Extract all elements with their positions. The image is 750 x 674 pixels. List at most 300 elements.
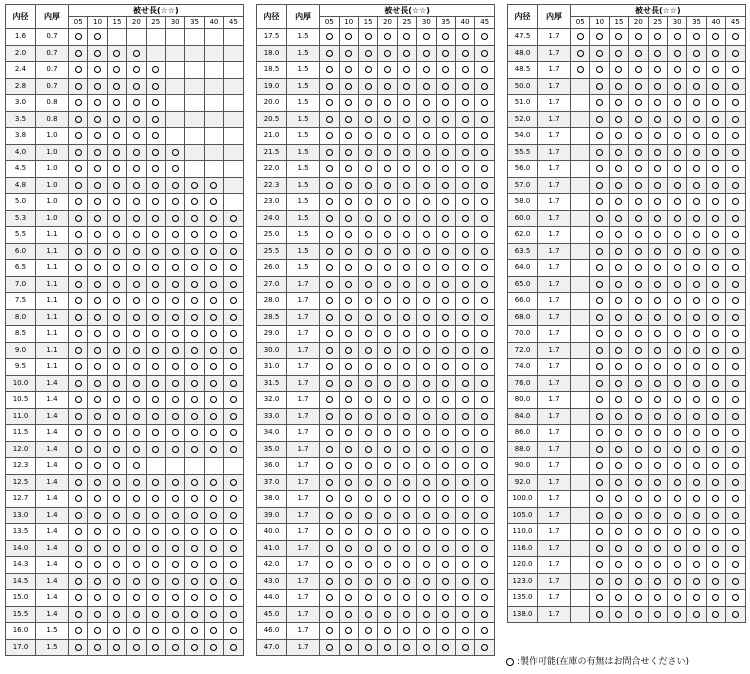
availability-cell	[590, 29, 609, 46]
circle-icon	[506, 658, 514, 666]
availability-cell	[204, 606, 223, 623]
wall-thickness-cell: 1.7	[287, 573, 320, 590]
availability-cell	[358, 309, 377, 326]
availability-cell	[726, 326, 746, 343]
wall-thickness-cell: 1.7	[287, 359, 320, 376]
inner-diameter-cell: 54.0	[508, 128, 538, 145]
circle-icon	[615, 413, 622, 420]
table-row	[508, 111, 746, 128]
availability-cell	[687, 260, 706, 277]
availability-cell	[648, 590, 667, 607]
table-row	[257, 210, 495, 227]
availability-cell	[204, 227, 223, 244]
availability-cell	[204, 194, 223, 211]
availability-cell	[107, 293, 126, 310]
circle-icon	[384, 479, 391, 486]
table-row	[508, 342, 746, 359]
circle-icon	[384, 132, 391, 139]
availability-cell	[204, 639, 223, 656]
availability-cell	[146, 359, 165, 376]
circle-icon	[345, 578, 352, 585]
availability-cell	[185, 606, 204, 623]
circle-icon	[635, 413, 642, 420]
circle-icon	[693, 149, 700, 156]
availability-cell	[417, 524, 436, 541]
availability-cell	[224, 260, 244, 277]
wall-thickness-cell: 1.4	[36, 573, 69, 590]
circle-icon	[113, 561, 120, 568]
availability-cell	[629, 425, 648, 442]
circle-icon	[481, 396, 488, 403]
wall-thickness-cell: 1.7	[287, 458, 320, 475]
circle-icon	[693, 132, 700, 139]
circle-icon	[75, 314, 82, 321]
table-row	[257, 144, 495, 161]
availability-cell	[590, 408, 609, 425]
inner-diameter-cell: 28.0	[257, 293, 287, 310]
availability-cell	[475, 441, 495, 458]
availability-cell	[706, 425, 725, 442]
circle-icon	[462, 363, 469, 370]
circle-icon	[152, 281, 159, 288]
inner-diameter-cell: 116.0	[508, 540, 538, 557]
circle-icon	[365, 297, 372, 304]
circle-icon	[133, 215, 140, 222]
availability-cell	[146, 342, 165, 359]
circle-icon	[596, 446, 603, 453]
circle-icon	[345, 479, 352, 486]
table-row	[6, 260, 244, 277]
inner-diameter-cell: 5.5	[6, 227, 36, 244]
availability-cell	[436, 392, 455, 409]
header-cover-length: 被せ長(☆☆)	[571, 5, 746, 17]
inner-diameter-cell: 60.0	[508, 210, 538, 227]
circle-icon	[423, 396, 430, 403]
availability-cell	[609, 474, 628, 491]
availability-cell	[571, 491, 590, 508]
availability-cell	[590, 524, 609, 541]
wall-thickness-cell: 1.5	[287, 194, 320, 211]
circle-icon	[635, 231, 642, 238]
inner-diameter-cell: 22.0	[257, 161, 287, 178]
availability-cell	[339, 144, 358, 161]
availability-cell	[417, 78, 436, 95]
circle-icon	[693, 99, 700, 106]
circle-icon	[172, 578, 179, 585]
circle-icon	[403, 231, 410, 238]
circle-icon	[442, 363, 449, 370]
table-row	[257, 474, 495, 491]
circle-icon	[345, 561, 352, 568]
availability-cell	[397, 227, 416, 244]
availability-cell	[397, 243, 416, 260]
availability-cell	[378, 243, 397, 260]
availability-cell	[571, 590, 590, 607]
circle-icon	[654, 50, 661, 57]
inner-diameter-cell: 120.0	[508, 557, 538, 574]
availability-cell	[378, 441, 397, 458]
availability-cell	[687, 557, 706, 574]
availability-cell	[69, 161, 88, 178]
availability-cell	[590, 441, 609, 458]
availability-cell	[609, 29, 628, 46]
availability-cell	[571, 243, 590, 260]
circle-icon	[210, 330, 217, 337]
circle-icon	[191, 545, 198, 552]
availability-cell	[107, 227, 126, 244]
inner-diameter-cell: 84.0	[508, 408, 538, 425]
circle-icon	[615, 248, 622, 255]
availability-cell	[726, 144, 746, 161]
availability-cell	[185, 260, 204, 277]
availability-cell	[165, 78, 184, 95]
availability-cell	[88, 540, 107, 557]
circle-icon	[345, 281, 352, 288]
circle-icon	[345, 363, 352, 370]
circle-icon	[693, 66, 700, 73]
table-row	[6, 111, 244, 128]
availability-cell	[475, 62, 495, 79]
availability-cell	[726, 375, 746, 392]
circle-icon	[365, 413, 372, 420]
circle-icon	[384, 99, 391, 106]
availability-cell	[590, 95, 609, 112]
circle-icon	[326, 149, 333, 156]
circle-icon	[481, 446, 488, 453]
circle-icon	[462, 528, 469, 535]
table-row	[508, 276, 746, 293]
circle-icon	[152, 83, 159, 90]
availability-cell	[667, 95, 686, 112]
circle-icon	[732, 182, 739, 189]
availability-cell	[88, 524, 107, 541]
circle-icon	[94, 545, 101, 552]
circle-icon	[674, 132, 681, 139]
circle-icon	[615, 545, 622, 552]
circle-icon	[113, 116, 120, 123]
circle-icon	[133, 50, 140, 57]
availability-cell	[358, 210, 377, 227]
availability-cell	[165, 29, 184, 46]
availability-cell	[667, 524, 686, 541]
availability-cell	[436, 425, 455, 442]
table-row	[257, 276, 495, 293]
circle-icon	[326, 462, 333, 469]
availability-cell	[706, 227, 725, 244]
availability-cell	[629, 293, 648, 310]
availability-cell	[629, 524, 648, 541]
availability-cell	[185, 342, 204, 359]
circle-icon	[403, 330, 410, 337]
circle-icon	[365, 644, 372, 651]
circle-icon	[403, 446, 410, 453]
circle-icon	[462, 611, 469, 618]
circle-icon	[75, 66, 82, 73]
availability-cell	[358, 194, 377, 211]
circle-icon	[712, 182, 719, 189]
availability-cell	[185, 293, 204, 310]
availability-cell	[726, 590, 746, 607]
availability-cell	[320, 326, 339, 343]
availability-cell	[378, 260, 397, 277]
circle-icon	[365, 264, 372, 271]
circle-icon	[635, 561, 642, 568]
circle-icon	[423, 83, 430, 90]
availability-cell	[107, 392, 126, 409]
availability-cell	[320, 78, 339, 95]
availability-cell	[475, 425, 495, 442]
availability-cell	[88, 29, 107, 46]
availability-cell	[706, 62, 725, 79]
availability-cell	[185, 392, 204, 409]
inner-diameter-cell: 45.0	[257, 606, 287, 623]
circle-icon	[635, 264, 642, 271]
circle-icon	[732, 215, 739, 222]
availability-cell	[107, 95, 126, 112]
availability-cell	[107, 623, 126, 640]
circle-icon	[133, 281, 140, 288]
circle-icon	[654, 330, 661, 337]
availability-cell	[609, 507, 628, 524]
circle-icon	[423, 330, 430, 337]
availability-cell	[146, 557, 165, 574]
availability-cell	[107, 359, 126, 376]
availability-cell	[590, 62, 609, 79]
circle-icon	[732, 314, 739, 321]
inner-diameter-cell: 23.0	[257, 194, 287, 211]
inner-diameter-cell: 74.0	[508, 359, 538, 376]
circle-icon	[596, 314, 603, 321]
availability-cell	[358, 95, 377, 112]
circle-icon	[712, 578, 719, 585]
availability-cell	[455, 95, 474, 112]
availability-cell	[224, 293, 244, 310]
availability-cell	[687, 161, 706, 178]
wall-thickness-cell: 1.7	[538, 194, 571, 211]
circle-icon	[94, 528, 101, 535]
circle-icon	[75, 215, 82, 222]
availability-cell	[706, 29, 725, 46]
availability-cell	[69, 540, 88, 557]
header-length: 30	[417, 17, 436, 29]
availability-cell	[706, 507, 725, 524]
circle-icon	[191, 578, 198, 585]
circle-icon	[654, 248, 661, 255]
circle-icon	[481, 116, 488, 123]
availability-cell	[648, 573, 667, 590]
circle-icon	[481, 578, 488, 585]
circle-icon	[172, 495, 179, 502]
inner-diameter-cell: 15.0	[6, 590, 36, 607]
availability-cell	[687, 326, 706, 343]
circle-icon	[133, 231, 140, 238]
table-row	[508, 29, 746, 46]
circle-icon	[365, 495, 372, 502]
circle-icon	[172, 363, 179, 370]
availability-cell	[397, 491, 416, 508]
availability-cell	[320, 408, 339, 425]
circle-icon	[191, 429, 198, 436]
header-cover-length: 被せ長(☆☆)	[320, 5, 495, 17]
table-row	[508, 177, 746, 194]
table-row	[257, 128, 495, 145]
header-length: 40	[204, 17, 223, 29]
table-row	[508, 392, 746, 409]
availability-cell	[629, 590, 648, 607]
inner-diameter-cell: 13.0	[6, 507, 36, 524]
table-row	[257, 342, 495, 359]
circle-icon	[94, 297, 101, 304]
availability-cell	[590, 78, 609, 95]
circle-icon	[732, 50, 739, 57]
availability-cell	[224, 425, 244, 442]
availability-cell	[687, 210, 706, 227]
availability-cell	[609, 45, 628, 62]
circle-icon	[481, 429, 488, 436]
circle-icon	[693, 281, 700, 288]
inner-diameter-cell: 62.0	[508, 227, 538, 244]
circle-icon	[113, 644, 120, 651]
circle-icon	[345, 446, 352, 453]
circle-icon	[674, 99, 681, 106]
wall-thickness-cell: 1.1	[36, 342, 69, 359]
circle-icon	[615, 231, 622, 238]
availability-cell	[339, 458, 358, 475]
availability-cell	[648, 293, 667, 310]
table-row	[6, 474, 244, 491]
availability-cell	[397, 194, 416, 211]
availability-cell	[726, 276, 746, 293]
wall-thickness-cell: 1.7	[287, 606, 320, 623]
circle-icon	[75, 545, 82, 552]
circle-icon	[230, 347, 237, 354]
circle-icon	[442, 182, 449, 189]
inner-diameter-cell: 12.0	[6, 441, 36, 458]
circle-icon	[481, 413, 488, 420]
availability-cell	[320, 557, 339, 574]
circle-icon	[345, 594, 352, 601]
availability-cell	[436, 573, 455, 590]
wall-thickness-cell: 1.7	[538, 45, 571, 62]
circle-icon	[674, 182, 681, 189]
availability-cell	[687, 227, 706, 244]
availability-cell	[629, 62, 648, 79]
availability-cell	[475, 161, 495, 178]
wall-thickness-cell: 1.7	[287, 326, 320, 343]
availability-cell	[88, 557, 107, 574]
circle-icon	[732, 413, 739, 420]
circle-icon	[230, 396, 237, 403]
wall-thickness-cell: 1.7	[538, 557, 571, 574]
availability-cell	[165, 474, 184, 491]
availability-cell	[475, 260, 495, 277]
wall-thickness-cell: 1.5	[287, 260, 320, 277]
table-row	[508, 78, 746, 95]
inner-diameter-cell: 10.0	[6, 375, 36, 392]
availability-cell	[667, 227, 686, 244]
wall-thickness-cell: 1.7	[287, 293, 320, 310]
table-row	[257, 573, 495, 590]
circle-icon	[94, 495, 101, 502]
availability-cell	[590, 309, 609, 326]
availability-cell	[609, 425, 628, 442]
inner-diameter-cell: 135.0	[508, 590, 538, 607]
wall-thickness-cell: 1.0	[36, 194, 69, 211]
circle-icon	[615, 264, 622, 271]
circle-icon	[152, 215, 159, 222]
availability-cell	[436, 45, 455, 62]
inner-diameter-cell: 64.0	[508, 260, 538, 277]
circle-icon	[674, 380, 681, 387]
availability-cell	[455, 161, 474, 178]
availability-cell	[165, 491, 184, 508]
availability-cell	[436, 62, 455, 79]
table-row	[6, 639, 244, 656]
circle-icon	[712, 248, 719, 255]
inner-diameter-cell: 2.8	[6, 78, 36, 95]
availability-cell	[165, 557, 184, 574]
circle-icon	[230, 297, 237, 304]
availability-cell	[107, 342, 126, 359]
circle-icon	[462, 347, 469, 354]
availability-cell	[127, 474, 146, 491]
availability-cell	[224, 408, 244, 425]
availability-cell	[185, 359, 204, 376]
circle-icon	[462, 396, 469, 403]
availability-cell	[165, 161, 184, 178]
inner-diameter-cell: 58.0	[508, 194, 538, 211]
availability-cell	[629, 260, 648, 277]
availability-cell	[590, 194, 609, 211]
circle-icon	[94, 363, 101, 370]
availability-cell	[706, 524, 725, 541]
wall-thickness-cell: 1.4	[36, 540, 69, 557]
circle-icon	[596, 512, 603, 519]
circle-icon	[326, 297, 333, 304]
circle-icon	[152, 314, 159, 321]
circle-icon	[596, 413, 603, 420]
header-length: 45	[726, 17, 746, 29]
circle-icon	[442, 165, 449, 172]
circle-icon	[326, 248, 333, 255]
wall-thickness-cell: 1.7	[538, 243, 571, 260]
circle-icon	[326, 512, 333, 519]
circle-icon	[732, 396, 739, 403]
availability-cell	[667, 408, 686, 425]
availability-cell	[629, 441, 648, 458]
circle-icon	[635, 165, 642, 172]
circle-icon	[191, 396, 198, 403]
circle-icon	[94, 479, 101, 486]
availability-cell	[436, 408, 455, 425]
availability-cell	[609, 573, 628, 590]
circle-icon	[462, 479, 469, 486]
availability-cell	[88, 375, 107, 392]
availability-cell	[397, 392, 416, 409]
wall-thickness-cell: 1.4	[36, 590, 69, 607]
circle-icon	[596, 198, 603, 205]
inner-diameter-cell: 46.0	[257, 623, 287, 640]
circle-icon	[596, 594, 603, 601]
wall-thickness-cell: 1.5	[287, 95, 320, 112]
availability-cell	[320, 243, 339, 260]
circle-icon	[481, 462, 488, 469]
circle-icon	[615, 198, 622, 205]
availability-cell	[88, 95, 107, 112]
availability-cell	[224, 606, 244, 623]
availability-cell	[204, 62, 223, 79]
circle-icon	[462, 231, 469, 238]
